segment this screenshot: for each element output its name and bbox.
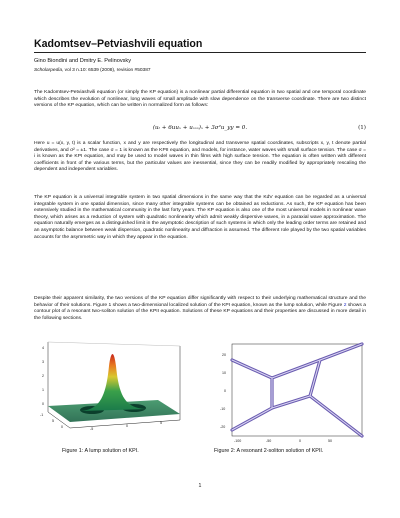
fig2-x-tick: -100	[234, 439, 242, 443]
fig2-x-tick: -50	[266, 439, 272, 443]
figure-1-lump-surface	[30, 336, 192, 444]
figure-1-caption: Figure 1: A lump solution of KPI.	[62, 448, 139, 454]
fig1-z-tick: 0	[42, 402, 44, 406]
figure-2-contour-plot	[210, 338, 372, 446]
fig1-x-tick: 0	[126, 424, 128, 428]
fig2-x-tick: 50	[328, 439, 332, 443]
paragraph-definitions: Here u = u(x, y, t) is a scalar function, x and y are respectively the longitudinal and transverse spatial coordinates, subscripts x, y, t denote partial derivatives, and σ² = ±1. The case σ = 1 is known as the KPII equation, and models, for instance, water waves with small surface tension. The case σ = i is known as the KPI equation, and may be used to model waves in thin films with high surface tension. The equation is often written with different coefficients in front of the various terms, but the particular values are inessential, since they can be readily modified by appropriately rescaling the dependent and independent variables.	[34, 141, 366, 173]
paragraph-figures-text-b: shows a contour plot of a resonant two-soliton solution of the KPII equation. Solutions of these KP equations and their properties are discussed in more detail in the following sections.	[34, 302, 366, 321]
authors-line: Gino Biondini and Dmitry E. Pelinovsky	[34, 58, 132, 64]
fig1-y-tick: 5	[52, 419, 54, 423]
fig1-z-tick: 2	[42, 374, 44, 378]
fig2-x-tick: 0	[299, 439, 301, 443]
fig1-z-tick: -1	[40, 413, 44, 417]
figure-2-link[interactable]: 2	[343, 302, 347, 308]
page-title: Kadomtsev–Petviashvili equation	[34, 38, 203, 50]
figure-2-caption: Figure 2: A resonant 2-soliton solution of KPII.	[214, 448, 324, 454]
paragraph-intro: The Kadomtsev-Petviashvili equation (or simply the KP equation) is a nonlinear partial differential equation in two spatial and one temporal coordinate which describes the evolution of nonlinear, long waves of small amplitude with slow dependence on the transverse coordinate. There are two distinct versions of the KP equation, which can be written in normalized form as follows:	[34, 90, 366, 109]
fig1-z-tick: 1	[42, 388, 44, 392]
fig2-y-tick: 20	[222, 353, 226, 357]
citation-details: , vol 3 n.10: 6539 (2008), revision #50387	[62, 68, 151, 73]
fig1-z-tick: 4	[42, 346, 44, 350]
paragraph-universal: The KP equation is a universal integrable system in two spatial dimensions in the same way that the KdV equation can be regarded as a universal integrable system in one spatial dimension, since many other integrable systems can be obtained as reductions. As such, the KP equation has been extensively studied in the mathematical community in the last forty years. The KP equation is also one of the most universal models in nonlinear wave theory, which arises as a reduction of system with quadratic nonlinearity which admit weakly dispersive waves, in a paraxial wave approximation. The equation naturally emerges as a distinguished limit in the asymptotic description of such systems in which only the leading order terms are retained and an asymptotic balance between weak dispersion, quadratic nonlinearity and diffraction is assumed. The different role played by the two spatial variables accounts for the asymmetric way in which they appear in the equation.	[34, 195, 366, 240]
fig2-y-tick: -10	[220, 407, 226, 411]
title-rule	[34, 52, 366, 53]
equation-expression: (uₜ + 6uuₓ + uₓₓₓ)ₓ + 3σ²u_yy = 0.	[152, 125, 248, 131]
paragraph-figures-text-a: Despite their apparent similarity, the two versions of the KP equation differ significantly with respect to their underlying mathematical structure and the behavior of their solutions. Figure 1 shows a two-dimensional localized solution of the KPI equation, known as the lump solution, while Figure	[34, 296, 366, 308]
fig1-y-tick: 0	[61, 425, 63, 429]
fig2-y-tick: 10	[222, 371, 226, 375]
paragraph-figures	[34, 296, 366, 322]
fig2-y-tick: -20	[220, 425, 226, 429]
fig1-x-tick: -5	[90, 427, 94, 431]
journal-name: Scholarpedia	[34, 68, 63, 73]
fig1-z-tick: 3	[42, 360, 44, 364]
equation-kp	[34, 125, 366, 135]
equation-number: (1)	[358, 125, 366, 131]
citation-line	[34, 68, 151, 73]
fig2-y-tick: 0	[224, 389, 226, 393]
fig1-x-tick: 5	[160, 421, 162, 425]
page-number: 1	[198, 483, 202, 489]
